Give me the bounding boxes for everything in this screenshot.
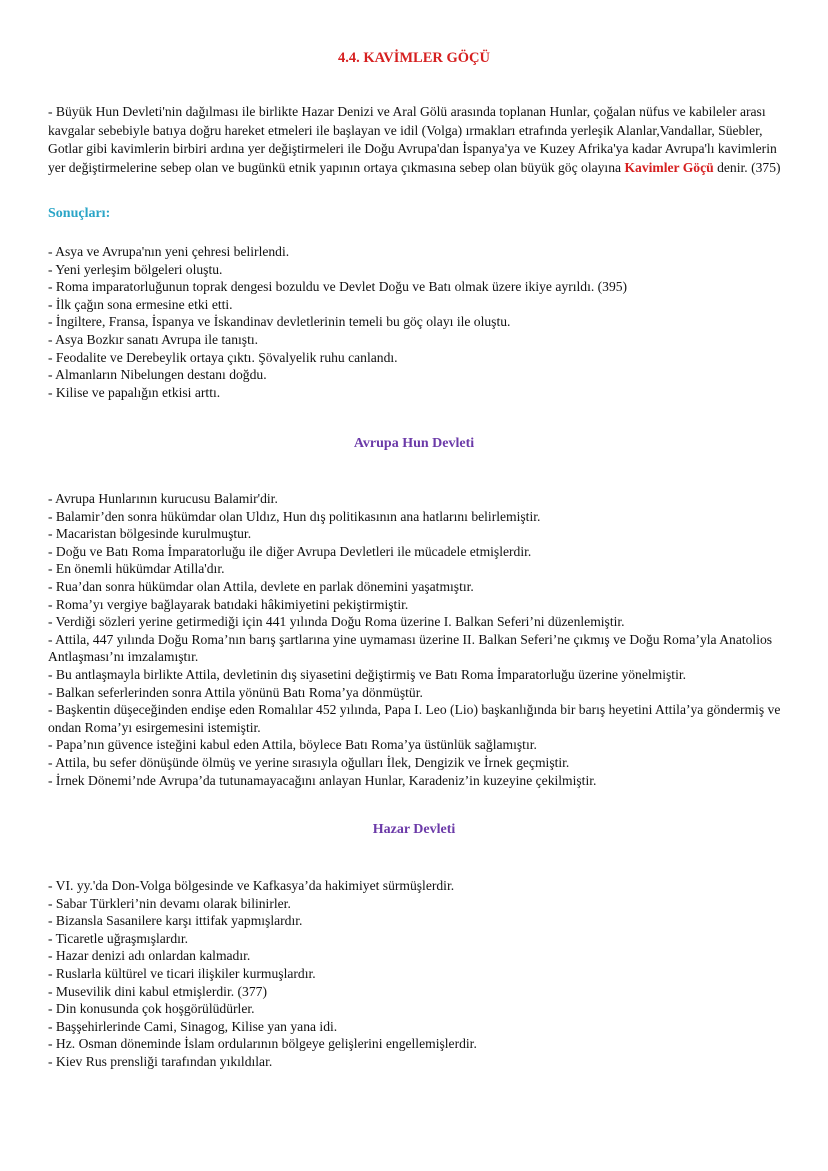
intro-text-end: denir. (375)	[717, 159, 781, 175]
list-item: - Kiev Rus prensliği tarafından yıkıldılar.	[48, 1053, 273, 1069]
intro-text: - Büyük Hun Devleti'nin dağılması ile birlikte Hazar Denizi ve Aral Gölü arasında toplanan Hunlar, çoğalan nüfus ve kabileler arası kavgalar sebebiyle batıya doğru hareket etmeleri ile başlayan ve idil (Volga) ırmakları etrafında yerleşik Alanlar,Vandallar, Süebler, Gotlar gibi kavimlerin birbiri ardına yer değiştirmeleri ile Doğu Avrupa'dan İspanya'ya ve Kuzey Afrika'ya kadar Avrupa'lı kavimlerin yer değiştirmelerine sebep olan ve bugünkü etnik yapının ortaya çıkmasına sebep olan büyük göç olayına	[48, 104, 777, 175]
list-item: - Doğu ve Batı Roma İmparatorluğu ile diğer Avrupa Devletleri ile mücadele etmişlerdir.	[48, 543, 532, 559]
list-item: - Başkentin düşeceğinden endişe eden Romalılar 452 yılında, Papa I. Leo (Lio) başkanlığında bir barış heyetini Attila’ya göndermiş ve ondan Roma’yı esirgemesini istemiştir.	[48, 702, 781, 735]
list-item: - Roma’yı vergiye bağlayarak batıdaki hâkimiyetini pekiştirmiştir.	[48, 596, 409, 612]
list-item: - Bizansla Sasanilere karşı ittifak yapmışlardır.	[48, 913, 303, 929]
list-item: - Verdiği sözleri yerine getirmediği için 441 yılında Doğu Roma üzerine I. Balkan Seferi’ni düzenlemiştir.	[48, 614, 625, 630]
list-item: - Almanların Nibelungen destanı doğdu.	[48, 367, 267, 383]
list-item: - Papa’nın güvence isteğini kabul eden Attila, böylece Batı Roma’ya üstünlük sağlamıştır.	[48, 737, 537, 753]
list-item: - Ruslarla kültürel ve ticari ilişkiler kurmuşlardır.	[48, 965, 316, 981]
list-item: - Din konusunda çok hoşgörülüdürler.	[48, 1001, 255, 1017]
list-item: - Sabar Türkleri’nin devamı olarak bilinirler.	[48, 895, 291, 911]
list-item: - Feodalite ve Derebeylik ortaya çıktı. Şövalyelik ruhu canlandı.	[48, 349, 398, 365]
list-item: - Balamir’den sonra hükümdar olan Uldız, Hun dış politikasının ana hatlarını belirlemiştir.	[48, 508, 541, 524]
list-item: - Bu antlaşmayla birlikte Attila, devletinin dış siyasetini değiştirmiş ve Batı Roma İmparatorluğu üzerine yönelmiştir.	[48, 666, 687, 682]
intro-highlight: Kavimler Göçü	[624, 159, 714, 175]
list-item: - Attila, bu sefer dönüşünde ölmüş ve yerine sırasıyla oğulları İlek, Dengizik ve İrnek geçmiştir.	[48, 754, 570, 770]
list-item: - Avrupa Hunlarının kurucusu Balamir'dir.	[48, 491, 278, 506]
list-item: - Rua’dan sonra hükümdar olan Attila, devlete en parlak dönemini yaşatmıştır.	[48, 578, 474, 594]
page-title: 4.4. KAVİMLER GÖÇÜ	[338, 50, 490, 66]
list-item: - Asya Bozkır sanatı Avrupa ile tanıştı.	[48, 331, 259, 347]
list-item: - İlk çağın sona ermesine etki etti.	[48, 296, 233, 312]
list-item: - İrnek Dönemi’nde Avrupa’da tutunamayacağını anlayan Hunlar, Karadeniz’in kuzeyine çekilmiştir.	[48, 772, 597, 788]
list-item: - Balkan seferlerinden sonra Attila yönünü Batı Roma’ya dönmüştür.	[48, 684, 423, 700]
list-item: - En önemli hükümdar Atilla'dır.	[48, 561, 225, 577]
list-item: - Ticaretle uğraşmışlardır.	[48, 930, 189, 946]
list-item: - Attila, 447 yılında Doğu Roma’nın barış şartlarına yine uymaması üzerine II. Balkan Seferi’ne çıkmış ve Doğu Roma’yla Anatolios Antlaşması’nı imzalamıştır.	[48, 631, 773, 665]
avrupa-hun-list	[48, 490, 783, 789]
list-item: - Roma imparatorluğunun toprak dengesi bozuldu ve Devlet Doğu ve Batı olmak üzere ikiye ayrıldı. (395)	[48, 279, 628, 295]
list-item: - VI. yy.'da Don-Volga bölgesinde ve Kafkasya’da hakimiyet sürmüşlerdir.	[48, 878, 455, 893]
hazar-heading: Hazar Devleti	[372, 822, 456, 837]
list-item: - Başşehirlerinde Cami, Sinagog, Kilise yan yana idi.	[48, 1018, 338, 1034]
list-item: - Yeni yerleşim bölgeleri oluştu.	[48, 261, 223, 277]
intro-paragraph	[48, 103, 783, 177]
list-item: - Musevilik dini kabul etmişlerdir. (377)	[48, 983, 267, 999]
list-item: - İngiltere, Fransa, İspanya ve İskandinav devletlerinin temeli bu göç olayı ile oluştu.	[48, 314, 511, 330]
results-heading: Sonuçları:	[48, 206, 111, 221]
list-item: - Hazar denizi adı onlardan kalmadır.	[48, 948, 251, 964]
list-item: - Asya ve Avrupa'nın yeni çehresi belirlendi.	[48, 244, 290, 259]
avrupa-hun-heading: Avrupa Hun Devleti	[353, 436, 475, 451]
list-item: - Kilise ve papalığın etkisi arttı.	[48, 384, 221, 400]
results-list	[48, 243, 783, 401]
hazar-list	[48, 877, 783, 1071]
list-item: - Hz. Osman döneminde İslam ordularının bölgeye gelişlerini engellemişlerdir.	[48, 1036, 477, 1052]
list-item: - Macaristan bölgesinde kurulmuştur.	[48, 526, 252, 542]
